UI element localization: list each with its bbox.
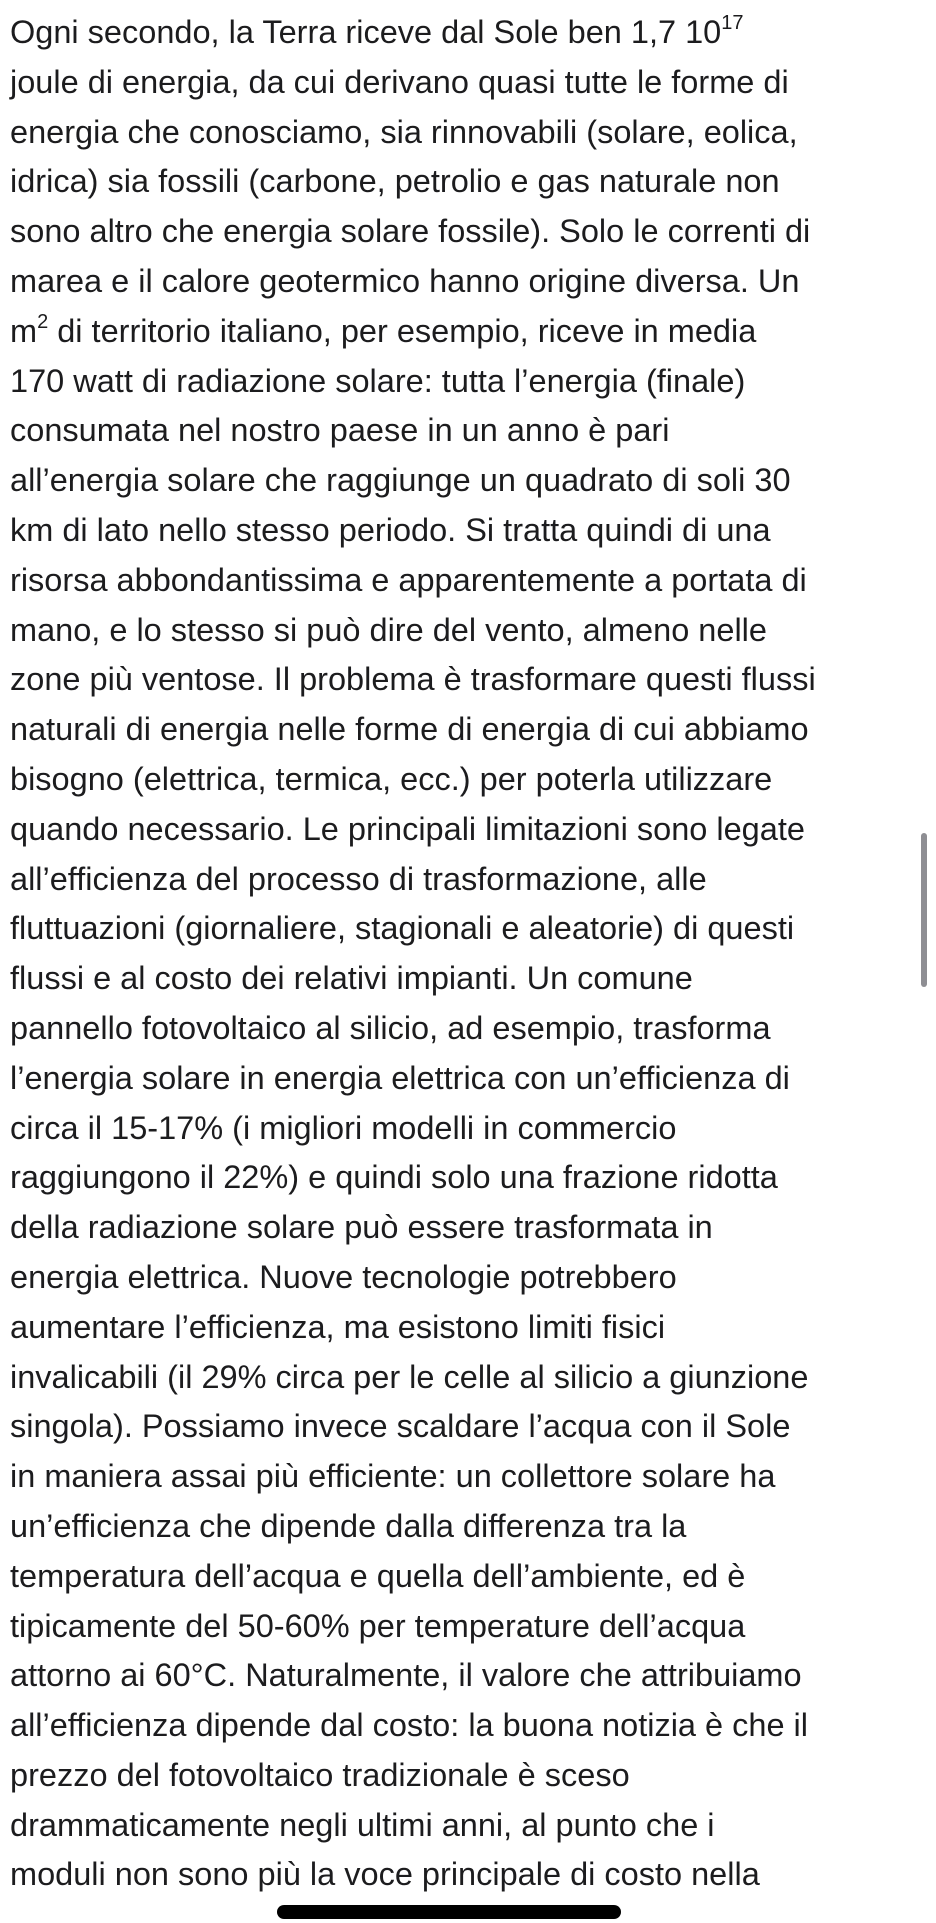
text-line: della radiazione solare può essere trasformata in xyxy=(10,1209,713,1246)
text-line: all’efficienza dipende dal costo: la buona notizia è che il xyxy=(10,1707,808,1744)
text-line: mano, e lo stesso si può dire del vento, almeno nelle xyxy=(10,611,767,648)
text-line: moduli non sono più la voce principale di costo nella xyxy=(10,1856,760,1893)
text-line: pannello fotovoltaico al silicio, ad esempio, trasforma xyxy=(10,1009,771,1046)
text-line: un’efficienza che dipende dalla differenza tra la xyxy=(10,1507,687,1544)
text-line: in maniera assai più efficiente: un collettore solare ha xyxy=(10,1458,776,1495)
text-line: flussi e al costo dei relativi impianti. Un comune xyxy=(10,960,693,997)
article-body xyxy=(10,8,890,1900)
home-indicator-bar[interactable] xyxy=(277,1905,621,1919)
text-line: bisogno (elettrica, termica, ecc.) per poterla utilizzare xyxy=(10,760,773,797)
text-line: circa il 15-17% (i migliori modelli in commercio xyxy=(10,1109,677,1146)
vertical-scrollbar[interactable] xyxy=(921,833,927,987)
text-line: tipicamente del 50-60% per temperature dell’acqua xyxy=(10,1607,746,1644)
superscript: 2 xyxy=(37,310,49,333)
text-line: zone più ventose. Il problema è trasformare questi flussi xyxy=(10,661,816,698)
text-line: temperatura dell’acqua e quella dell’ambiente, ed è xyxy=(10,1557,746,1594)
text-line: drammaticamente negli ultimi anni, al punto che i xyxy=(10,1806,715,1843)
text-line: 170 watt di radiazione solare: tutta l’energia (finale) xyxy=(10,362,746,399)
text-line: quando necessario. Le principali limitazioni sono legate xyxy=(10,810,805,847)
text-line: energia elettrica. Nuove tecnologie potrebbero xyxy=(10,1258,677,1295)
text-line: km di lato nello stesso periodo. Si tratta quindi di una xyxy=(10,511,771,548)
text-line: raggiungono il 22%) e quindi solo una frazione ridotta xyxy=(10,1159,778,1196)
text-line: Ogni secondo, la Terra riceve dal Sole ben 1,7 $10^{17}$ xyxy=(10,12,744,50)
text-line: idrica) sia fossili (carbone, petrolio e gas naturale non xyxy=(10,163,780,200)
text-line: naturali di energia nelle forme di energia di cui abbiamo xyxy=(10,711,809,748)
text-line: singola). Possiamo invece scaldare l’acqua con il Sole xyxy=(10,1408,791,1445)
text-line: risorsa abbondantissima e apparentemente a portata di xyxy=(10,561,807,598)
text-line: invalicabili (il 29% circa per le celle al silicio a giunzione xyxy=(10,1358,809,1395)
text-line: joule di energia, da cui derivano quasi tutte le forme di xyxy=(10,63,789,100)
text-line: prezzo del fotovoltaico tradizionale è sceso xyxy=(10,1756,630,1793)
superscript: 17 xyxy=(721,12,744,34)
text-line: attorno ai 60°C. Naturalmente, il valore che attribuiamo xyxy=(10,1657,802,1694)
text-line: aumentare l’efficienza, ma esistono limiti fisici xyxy=(10,1308,666,1345)
text-line: marea e il calore geotermico hanno origine diversa. Un xyxy=(10,262,800,299)
text-line: sono altro che energia solare fossile). Solo le correnti di xyxy=(10,213,811,250)
text-line: l’energia solare in energia elettrica con un’efficienza di xyxy=(10,1059,790,1096)
text-line: consumata nel nostro paese in un anno è pari xyxy=(10,412,670,449)
text-line: all’efficienza del processo di trasformazione, alle xyxy=(10,860,707,897)
text-line: fluttuazioni (giornaliere, stagionali e aleatorie) di questi xyxy=(10,910,795,947)
text-line: all’energia solare che raggiunge un quadrato di soli 30 xyxy=(10,462,791,499)
text-line: $m^2$ di territorio italiano, per esempio, riceve in media xyxy=(10,310,757,349)
text-line: energia che conosciamo, sia rinnovabili (solare, eolica, xyxy=(10,113,798,150)
